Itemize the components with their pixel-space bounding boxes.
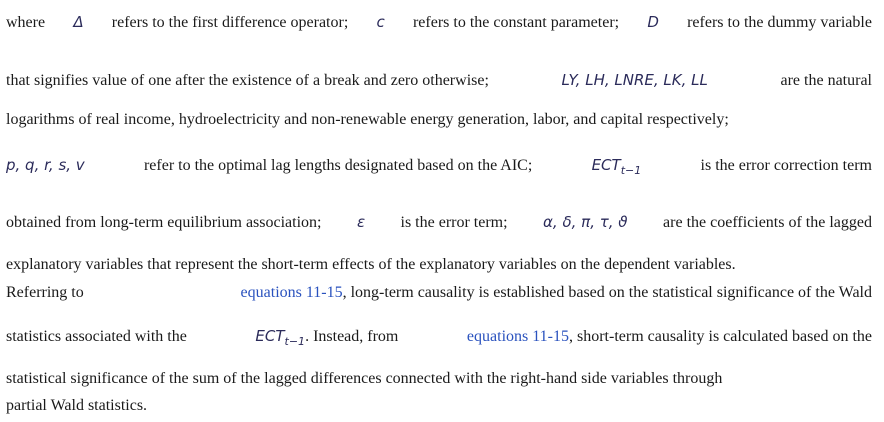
text-line-4 xyxy=(6,155,872,181)
text: , short-term causality is calculated based on the xyxy=(568,328,872,345)
text-line-6 xyxy=(6,255,872,275)
text-line-5 xyxy=(6,212,872,233)
text: refers to the dummy variable xyxy=(687,14,872,31)
math-lags: p, q, r, s, v xyxy=(6,156,85,174)
equations-link[interactable]: equations 11-15 xyxy=(466,328,569,345)
text: are the coefficients of the lagged xyxy=(663,214,872,231)
math-coefficients: α, δ, π, τ, ϑ xyxy=(543,213,628,231)
text-line-1 xyxy=(6,12,872,33)
text: , long-term causality is established based on the statistical significance of the Wald xyxy=(342,284,872,301)
math-variables: LY, LH, LNRE, LK, LL xyxy=(561,71,708,89)
text-line-2 xyxy=(6,70,872,91)
text: refer to the optimal lag lengths designated based on the AIC; xyxy=(143,157,533,174)
text: . Instead, from xyxy=(305,328,399,345)
text: are the natural xyxy=(780,72,872,89)
math-ect-main: ECT xyxy=(591,156,621,174)
math-epsilon: ε xyxy=(356,213,366,231)
math-ect-main: ECT xyxy=(255,327,285,345)
text: explanatory variables that represent the short-term effects of the explanatory variables on the dependent variables. xyxy=(6,256,736,273)
text-line-9 xyxy=(6,369,872,389)
math-ect-subscript: t−1 xyxy=(284,335,306,348)
math-d: D xyxy=(647,13,659,31)
text-line-7 xyxy=(6,283,872,303)
text: logarithms of real income, hydroelectricity and non-renewable energy generation, labor, and capital respectively; xyxy=(6,111,729,128)
text-line-8 xyxy=(6,326,872,352)
text: Referring to xyxy=(6,284,84,301)
text-line-10 xyxy=(6,396,872,416)
text: is the error correction term xyxy=(700,157,872,174)
math-delta: Δ xyxy=(73,13,84,31)
math-ect-subscript: t−1 xyxy=(620,164,642,177)
text-line-3 xyxy=(6,110,872,130)
math-ect xyxy=(592,155,642,181)
equations-link[interactable]: equations 11-15 xyxy=(240,284,343,301)
text: statistical significance of the sum of the lagged differences connected with the right-hand side variables through xyxy=(6,370,723,387)
text: refers to the first difference operator; xyxy=(111,14,349,31)
text: partial Wald statistics. xyxy=(6,397,148,414)
text: that signifies value of one after the existence of a break and zero otherwise; xyxy=(6,72,489,89)
math-c: c xyxy=(376,13,385,31)
math-ect xyxy=(255,327,306,348)
text: is the error term; xyxy=(400,214,508,231)
text: where xyxy=(6,14,46,31)
text: statistics associated with the xyxy=(6,328,187,345)
text: refers to the constant parameter; xyxy=(412,14,620,31)
text: obtained from long-term equilibrium association; xyxy=(6,214,322,231)
